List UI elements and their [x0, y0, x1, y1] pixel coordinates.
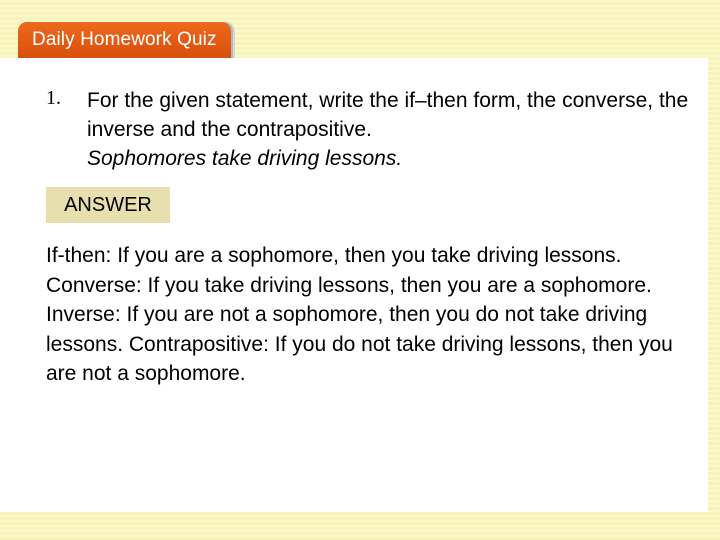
answer-text: If-then: If you are a sophomore, then you take driving lessons. Converse: If you take driving lessons, then you are a sophomore. Inverse: If you are not a sophomore, then you do not take driving lessons. Contrapositive: If you do not take driving lessons, then you are not a sophomore.: [46, 244, 673, 385]
question-prompt: For the given statement, write the if–then form, the converse, the inverse and the contrapositive.: [87, 89, 689, 141]
question-statement: Sophomores take driving lessons.: [87, 147, 403, 170]
answer-badge: [46, 187, 170, 223]
page-title: Daily Homework Quiz: [32, 29, 217, 50]
title-tab: [18, 22, 231, 58]
question-text: [87, 86, 697, 173]
answer-label: ANSWER: [64, 193, 152, 216]
question-number: 1.: [46, 87, 61, 109]
